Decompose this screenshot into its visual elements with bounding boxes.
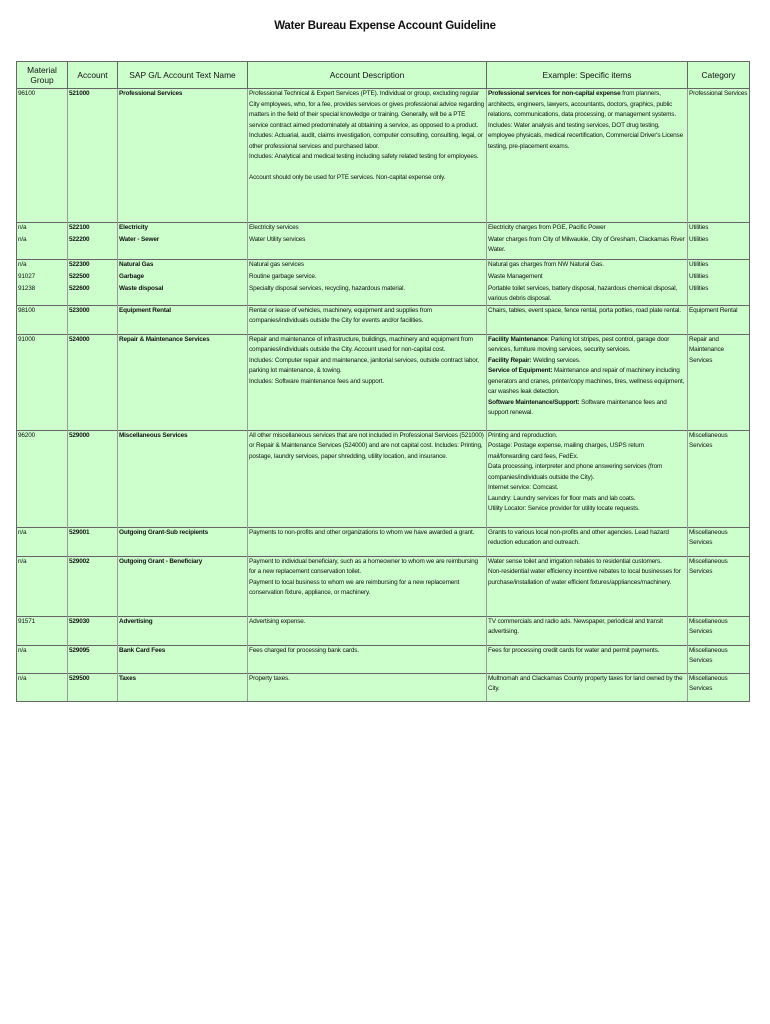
description-paragraph: Routine garbage service. (249, 272, 317, 280)
description-paragraph: Professional Technical & Expert Services (PTE). Individual or group, excluding regular City employees, who, for a fee, provides services or gives professional advice regarding matters in the field of their special knowledge or training. Generally, will be a PTE service contract aimed predominately at obtaining a service, as opposed to a product. (249, 90, 485, 129)
description-paragraph: Includes: Actuarial, audit, claims investigation, computer consulting, consulting, legal, or other professional services and purchased labor. (249, 132, 483, 150)
example-paragraph (488, 272, 686, 283)
gl-text-cell: Outgoing Grant - Beneficiary (118, 556, 248, 616)
description-paragraph: Payments to non-profits and other organizations to whom we have awarded a grant. (249, 528, 475, 536)
example-text: Data processing, interpreter and phone answering services (from companies/individuals outside the City). (488, 463, 663, 481)
description-cell (248, 616, 487, 645)
table-row (17, 430, 750, 527)
example-cell (487, 616, 688, 645)
example-cell (487, 284, 688, 306)
example-text: Postage: Postage expense, mailing charges, USPS return mail/forwarding card fees, FedEx. (488, 442, 645, 460)
header-description: Account Description (248, 62, 487, 89)
description-paragraph: Includes: Computer repair and maintenance, janitorial services, outside contract labor, parking lot maintenance, & towing. (249, 356, 479, 374)
material-group-cell: n/a (17, 645, 68, 673)
example-text: Includes: Water analysis and testing services, DOT drug testing, employee physicals, medical recertification, Commercial Driver's License testing, pre-placement exams. (488, 121, 683, 150)
material-group-cell: 96200 (17, 430, 68, 527)
example-text: Multnomah and Clackamas County property taxes for land owned by the City. (488, 674, 683, 692)
description-paragraph: Payment to local business to whom we are reimbursing for a new replacement conservation fixture, appliance, or machinery. (249, 578, 460, 596)
category-cell: Miscellaneous Services (688, 527, 750, 556)
example-text: Laundry: Laundry services for floor mats and lab coats. (488, 494, 636, 502)
example-text: Fees for processing credit cards for water and permit payments. (488, 646, 660, 654)
gl-text-cell: Electricity (118, 223, 248, 235)
example-cell (487, 673, 688, 701)
description-paragraph: Payment to individual beneficiary, such as a homeowner to whom we are reimbursing for a new replacement conservation toilet. (249, 557, 478, 575)
example-text: Welding services. (531, 356, 581, 364)
example-cell (487, 223, 688, 235)
table-row (17, 305, 750, 334)
example-text: Electricity charges from PGE, Pacific Power (488, 224, 606, 231)
example-paragraph (488, 483, 686, 494)
description-cell (248, 260, 487, 272)
description-cell (248, 284, 487, 306)
gl-text-cell: Repair & Maintenance Services (118, 334, 248, 430)
description-paragraph: Advertising expense. (249, 617, 306, 625)
account-cell: 529095 (68, 645, 118, 673)
gl-text-cell: Waste disposal (118, 284, 248, 306)
description-paragraph: Account should only be used for PTE services. Non-capital expense only. (249, 174, 446, 181)
account-cell: 522200 (68, 235, 118, 260)
expense-account-table (16, 61, 750, 702)
table-row (17, 673, 750, 701)
description-paragraph: All other miscellaneous services that are not included in Professional Services (521000) or Repair & Maintenance Services (524000) and are not capital cost. Includes: Printing, postage, laundry services, paper shredding, utility location, and insurance. (249, 431, 484, 460)
example-text: TV commercials and radio ads. Newspaper, periodical and transit advertising. (488, 617, 663, 635)
example-emphasis: Facility Repair: (488, 356, 532, 364)
account-cell: 522100 (68, 223, 118, 235)
gl-text-cell: Garbage (118, 272, 248, 284)
description-paragraph: Natural gas services (249, 261, 304, 268)
description-paragraph: Fees charged for processing bank cards. (249, 646, 359, 654)
gl-text-cell: Bank Card Fees (118, 645, 248, 673)
example-text: Grants to various local non-profits and other agencies. Lead hazard reduction education and outreach. (488, 528, 669, 546)
gl-text-cell: Advertising (118, 616, 248, 645)
example-paragraph (488, 494, 686, 505)
example-text: Printing and reproduction. (488, 431, 558, 439)
header-gl-text: SAP G/L Account Text Name (118, 62, 248, 89)
account-cell: 529000 (68, 430, 118, 527)
example-paragraph (488, 284, 686, 305)
category-cell: Miscellaneous Services (688, 556, 750, 616)
table-row (17, 235, 750, 260)
table-row (17, 334, 750, 430)
description-cell (248, 334, 487, 430)
account-cell: 522300 (68, 260, 118, 272)
material-group-cell: n/a (17, 556, 68, 616)
material-group-cell: n/a (17, 235, 68, 260)
example-paragraph (488, 235, 686, 256)
category-cell: Utilities (688, 235, 750, 260)
example-paragraph (488, 674, 686, 695)
description-cell (248, 527, 487, 556)
description-paragraph: Includes: Analytical and medical testing including safety related testing for employees. (249, 153, 479, 160)
description-paragraph (249, 163, 485, 174)
category-cell: Miscellaneous Services (688, 430, 750, 527)
description-cell (248, 645, 487, 673)
description-cell (248, 305, 487, 334)
example-text: Water sense toilet and irrigation rebates to residential customers. (488, 557, 662, 565)
example-paragraph (488, 617, 686, 638)
example-text: Internet service: Comcast. (488, 484, 559, 491)
example-cell (487, 260, 688, 272)
example-paragraph (488, 441, 686, 462)
example-text: Water charges from City of Milwaukie, City of Gresham, Clackamas River Water. (488, 235, 685, 253)
description-paragraph: Electricity services (249, 224, 299, 231)
example-cell (487, 645, 688, 673)
example-paragraph (488, 567, 686, 588)
example-paragraph (488, 431, 686, 442)
table-row (17, 284, 750, 306)
description-cell (248, 235, 487, 260)
account-cell: 522500 (68, 272, 118, 284)
material-group-cell: n/a (17, 260, 68, 272)
example-paragraph (488, 260, 686, 271)
example-cell (487, 556, 688, 616)
category-cell: Equipment Rental (688, 305, 750, 334)
account-cell: 529002 (68, 556, 118, 616)
example-paragraph (488, 504, 686, 515)
example-paragraph (488, 121, 686, 153)
category-cell: Utilities (688, 223, 750, 235)
example-text: Natural gas charges from NW Natural Gas. (488, 261, 604, 268)
example-paragraph (488, 646, 686, 657)
material-group-cell: n/a (17, 527, 68, 556)
example-cell (487, 430, 688, 527)
example-emphasis: Facility Maintenance (488, 335, 548, 343)
material-group-cell: 98100 (17, 305, 68, 334)
table-row (17, 89, 750, 223)
example-paragraph (488, 335, 686, 356)
account-cell: 524000 (68, 334, 118, 430)
description-cell (248, 223, 487, 235)
category-cell: Miscellaneous Services (688, 616, 750, 645)
material-group-cell: 96100 (17, 89, 68, 223)
description-paragraph: Property taxes. (249, 674, 290, 682)
example-cell (487, 334, 688, 430)
example-paragraph (488, 306, 686, 317)
material-group-cell: n/a (17, 673, 68, 701)
example-text: Non-residential water efficiency incentive rebates to local businesses for purchase/installation of water efficient fixtures/appliances/machinery. (488, 568, 681, 586)
gl-text-cell: Miscellaneous Services (118, 430, 248, 527)
account-cell: 521000 (68, 89, 118, 223)
account-cell: 529001 (68, 527, 118, 556)
description-paragraph: Specialty disposal services, recycling, hazardous material. (249, 284, 405, 292)
header-account: Account (68, 62, 118, 89)
description-paragraph: Rental or lease of vehicles, machinery, equipment and supplies from companies/individuals outside the City for events and/or facilities. (249, 306, 433, 324)
example-cell (487, 305, 688, 334)
example-paragraph (488, 89, 686, 121)
account-cell: 529030 (68, 616, 118, 645)
category-cell: Utilities (688, 284, 750, 306)
example-paragraph (488, 557, 686, 568)
example-paragraph (488, 462, 686, 483)
header-category: Category (688, 62, 750, 89)
example-emphasis: Professional services for non-capital expense (488, 90, 621, 97)
example-paragraph (488, 356, 686, 367)
example-cell (487, 235, 688, 260)
gl-text-cell: Taxes (118, 673, 248, 701)
gl-text-cell: Natural Gas (118, 260, 248, 272)
example-text: Utility Locator: Service provider for utility locate requests. (488, 505, 640, 512)
example-text: from planners, architects, engineers, lawyers, accountants, doctors, graphics, public relations, communications, data processing, or management systems. (488, 90, 676, 118)
category-cell: Utilities (688, 272, 750, 284)
table-row (17, 260, 750, 272)
description-paragraph: Includes: Software maintenance fees and support. (249, 377, 384, 385)
category-cell: Miscellaneous Services (688, 645, 750, 673)
example-text: Waste Management (488, 272, 543, 280)
material-group-cell: 91571 (17, 616, 68, 645)
example-text: Maintenance and repair of machinery including generators and cranes, printer/copy machines, tires, wellness equipment, car washes leak detection. (488, 367, 685, 395)
page-title: Water Bureau Expense Account Guideline (274, 20, 496, 32)
material-group-cell: 91238 (17, 284, 68, 306)
example-paragraph (488, 398, 686, 419)
table-row (17, 527, 750, 556)
category-cell: Professional Services (688, 89, 750, 223)
header-row (17, 62, 750, 89)
example-emphasis: Software Maintenance/Support: (488, 398, 580, 406)
category-cell: Repair and Maintenance Services (688, 334, 750, 430)
example-text: Software maintenance fees and support renewal. (488, 398, 667, 416)
material-group-cell: 91000 (17, 334, 68, 430)
table-row (17, 223, 750, 235)
description-cell (248, 673, 487, 701)
account-cell: 523000 (68, 305, 118, 334)
table-body (17, 89, 750, 702)
table-row (17, 272, 750, 284)
header-example: Example: Specific items (487, 62, 688, 89)
category-cell: Utilities (688, 260, 750, 272)
table-row (17, 645, 750, 673)
example-text: Portable toilet services, battery disposal, hazardous chemical disposal, various debris disposal. (488, 284, 678, 302)
description-paragraph: Repair and maintenance of infrastructure, buildings, machinery and equipment from companies/individuals outside the City. Account used for non-capital cost. (249, 335, 474, 353)
example-paragraph (488, 366, 686, 398)
description-cell (248, 556, 487, 616)
example-text: : Parking lot stripes, pest control, garage door services, furniture moving services, security services. (488, 335, 670, 353)
header-material-group: Material Group (17, 62, 68, 89)
description-cell (248, 272, 487, 284)
example-cell (487, 272, 688, 284)
example-text: Chairs, tables, event space, fence rental, porta potties, road plate rental. (488, 306, 681, 314)
gl-text-cell: Equipment Rental (118, 305, 248, 334)
description-cell (248, 430, 487, 527)
gl-text-cell: Outgoing Grant-Sub recipients (118, 527, 248, 556)
material-group-cell: n/a (17, 223, 68, 235)
example-paragraph (488, 528, 686, 549)
category-cell: Miscellaneous Services (688, 673, 750, 701)
gl-text-cell: Professional Services (118, 89, 248, 223)
example-cell (487, 89, 688, 223)
description-paragraph: Water Utility services (249, 235, 306, 243)
account-cell: 529500 (68, 673, 118, 701)
description-cell (248, 89, 487, 223)
example-emphasis: Service of Equipment: (488, 367, 553, 374)
example-paragraph (488, 223, 686, 234)
table-row (17, 616, 750, 645)
example-cell (487, 527, 688, 556)
account-cell: 522600 (68, 284, 118, 306)
table-row (17, 556, 750, 616)
material-group-cell: 91027 (17, 272, 68, 284)
gl-text-cell: Water - Sewer (118, 235, 248, 260)
